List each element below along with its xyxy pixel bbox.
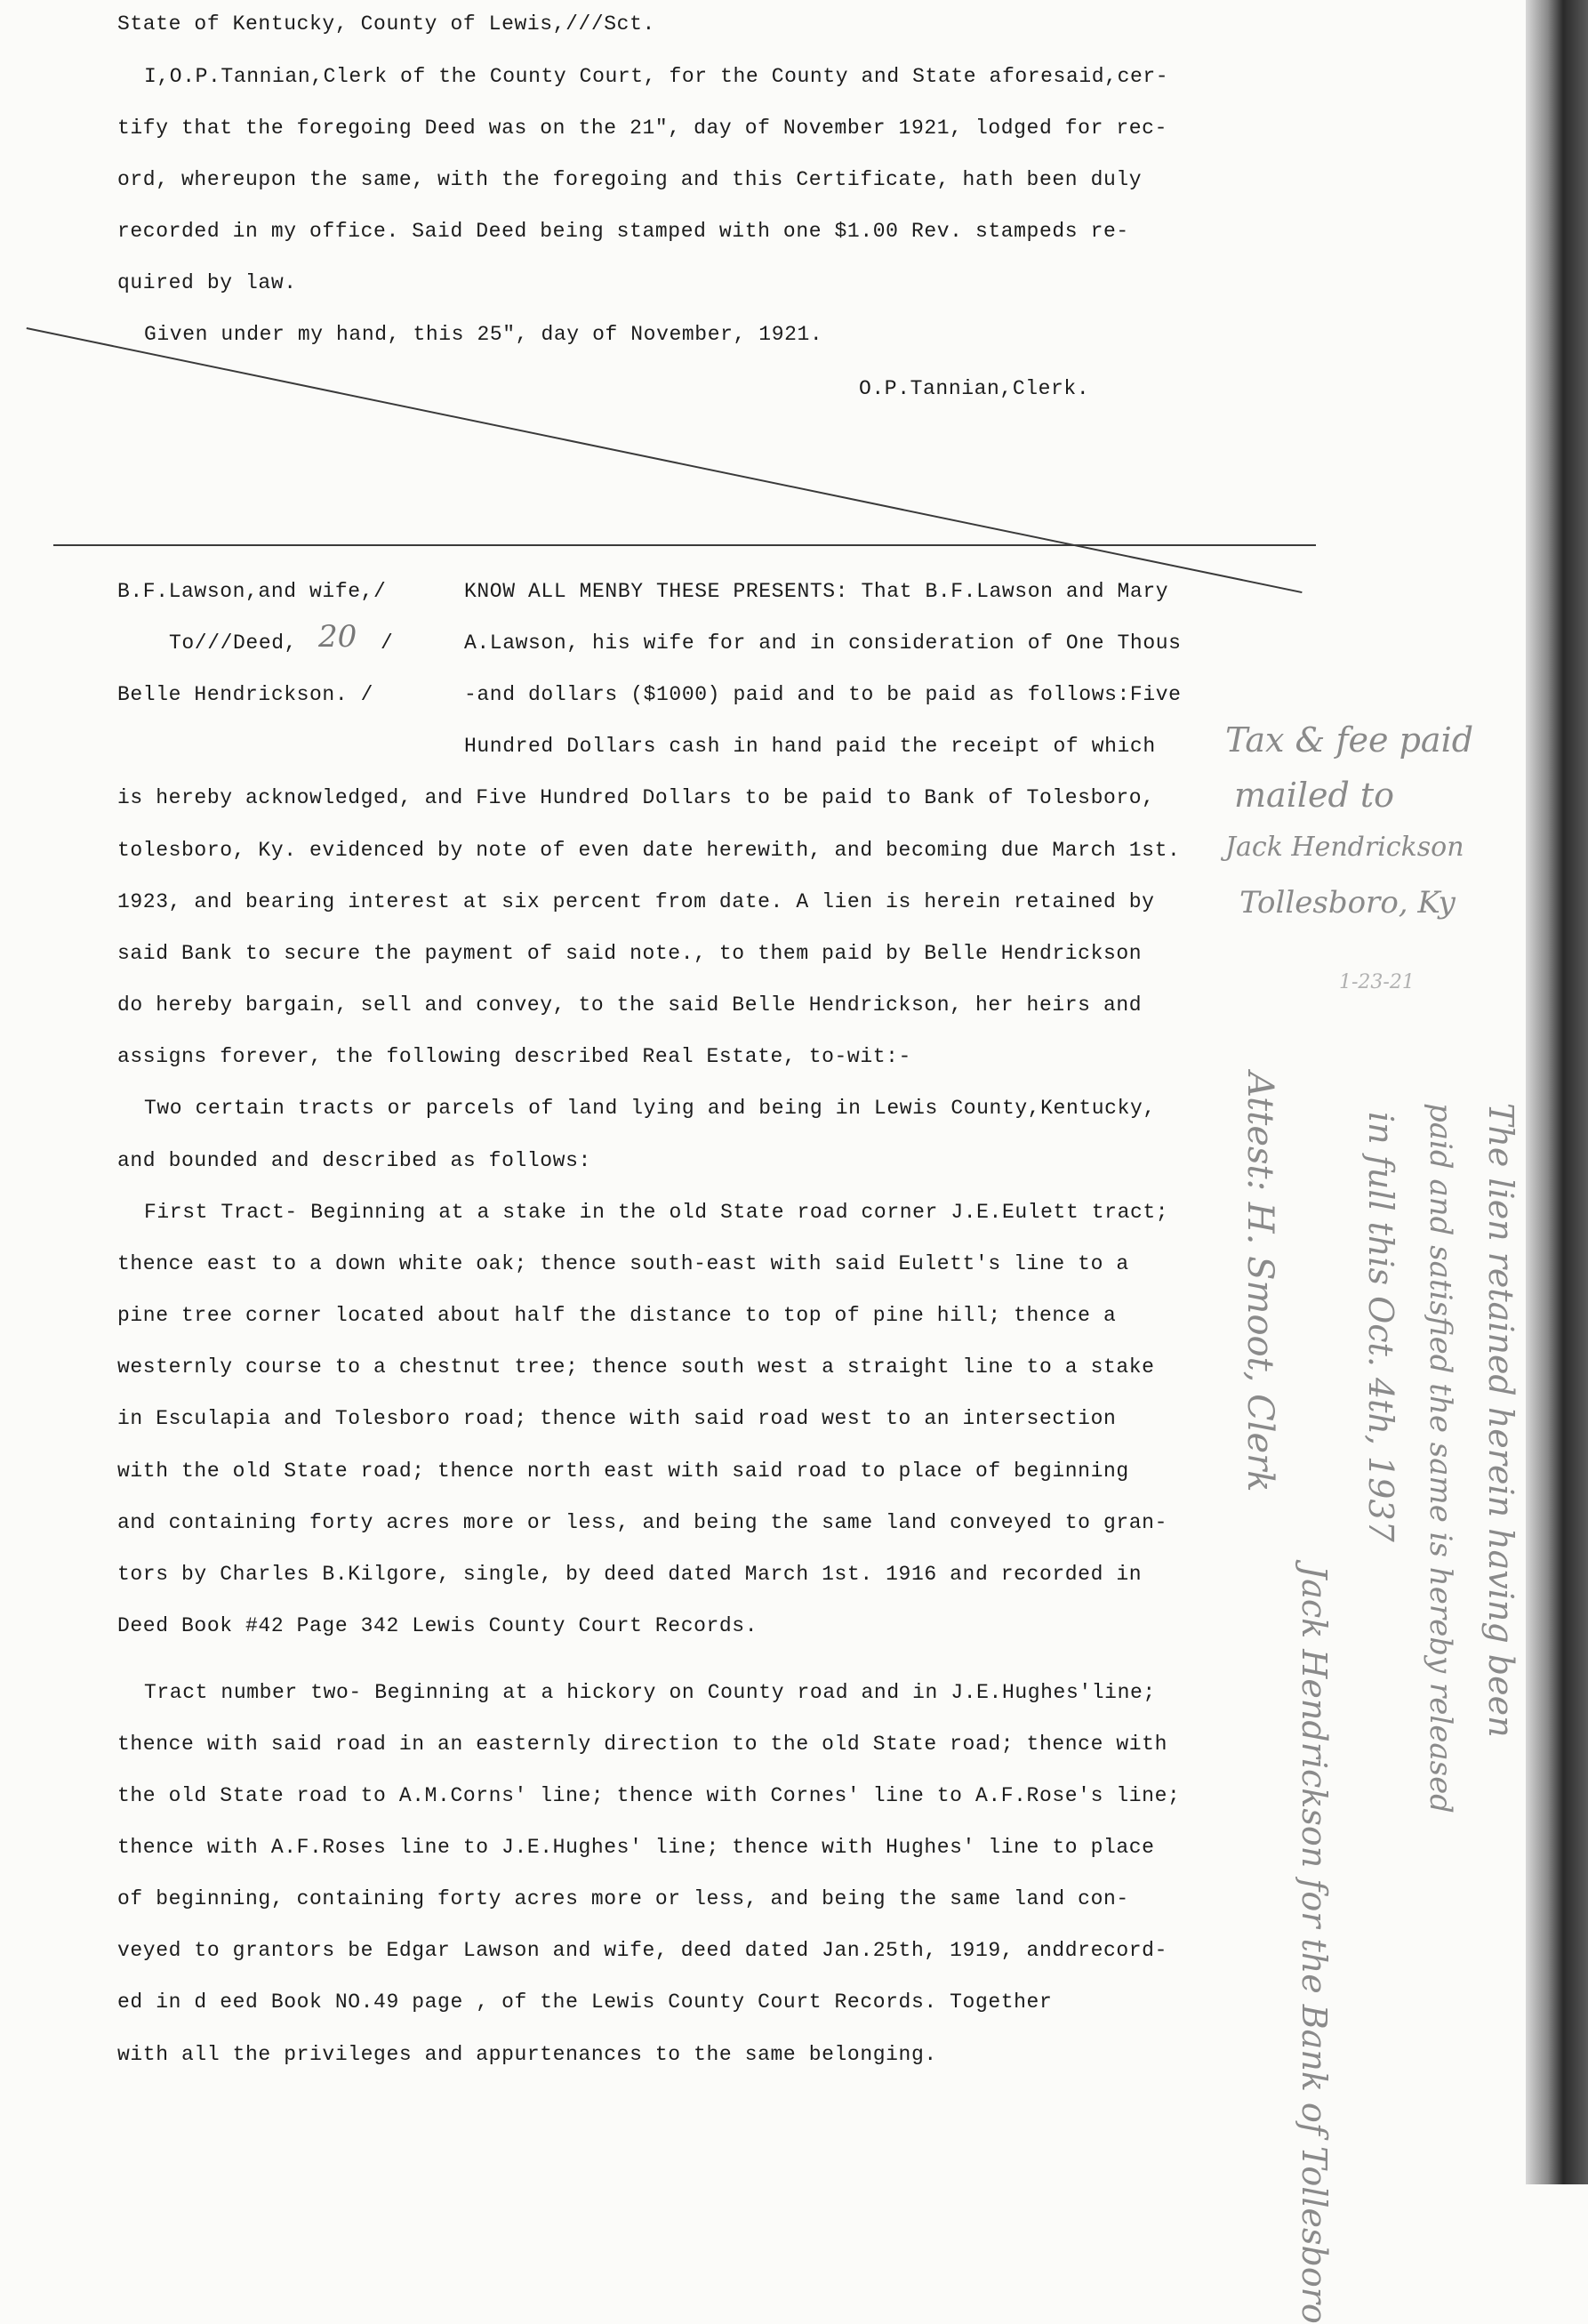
deed-number-handwritten: 20 <box>318 619 357 655</box>
second-tract-line: thence with said road in an easternly direction to the old State road; thence with <box>117 1733 1167 1756</box>
certificate-line-2: I,O.P.Tannian,Clerk of the County Court, for the County and State aforesaid,cer- <box>144 65 1169 88</box>
clerk-signature: O.P.Tannian,Clerk. <box>859 377 1090 400</box>
caption-to-deed: To///Deed, <box>169 631 298 655</box>
first-tract-line: First Tract- Beginning at a stake in the old State road corner J.E.Eulett tract; <box>144 1201 1169 1224</box>
release-note-line-4: Jack Hendrickson for the Bank of Tollesboro <box>1295 1565 1334 2324</box>
caption-slash: / <box>381 631 394 655</box>
deed-opening-1: KNOW ALL MENBY THESE PRESENTS: That B.F.Lawson and Mary <box>464 580 1169 603</box>
release-note-line-2: paid and satisfied the same is hereby released <box>1423 1103 1458 1813</box>
second-tract-line: veyed to grantors be Edgar Lawson and wife, deed dated Jan.25th, 1919, anddrecord- <box>117 1939 1167 1962</box>
caption-grantee: Belle Hendrickson. / <box>117 683 374 706</box>
margin-note-tax-paid: Tax & fee paid <box>1225 720 1474 760</box>
first-tract-line: and containing forty acres more or less, and being the same land conveyed to gran- <box>117 1511 1167 1534</box>
diagonal-cancel-line <box>27 327 1303 593</box>
deed-body-line: said Bank to secure the payment of said note., to them paid by Belle Hendrickson <box>117 942 1143 965</box>
second-tract-line: Tract number two- Beginning at a hickory on County road and in J.E.Hughes'line; <box>144 1681 1156 1704</box>
deed-body-line: and bounded and described as follows: <box>117 1149 591 1172</box>
second-tract-line: thence with A.F.Roses line to J.E.Hughes' line; thence with Hughes' line to place <box>117 1836 1155 1859</box>
section-divider <box>53 544 1316 546</box>
deed-opening-2: A.Lawson, his wife for and in consideration of One Thous <box>464 631 1182 655</box>
second-tract-line: of beginning, containing forty acres more or less, and being the same land con- <box>117 1887 1129 1910</box>
certificate-line-6: quired by law. <box>117 271 297 294</box>
first-tract-line: thence east to a down white oak; thence south-east with said Eulett's line to a <box>117 1252 1129 1275</box>
margin-note-address: Tollesboro, Ky <box>1239 885 1456 921</box>
deed-body-line: 1923, and bearing interest at six percent from date. A lien is herein retained by <box>117 890 1155 913</box>
first-tract-line: with the old State road; thence north east with said road to place of beginning <box>117 1460 1129 1483</box>
certificate-line-1: State of Kentucky, County of Lewis,///Sct. <box>117 12 655 36</box>
certificate-line-3: tify that the foregoing Deed was on the 21", day of November 1921, lodged for rec- <box>117 117 1167 140</box>
second-tract-line: the old State road to A.M.Corns' line; thence with Cornes' line to A.F.Rose's line; <box>117 1784 1181 1807</box>
release-note-line-3: in full this Oct. 4th, 1937 <box>1361 1112 1400 1542</box>
deed-body-line: tolesboro, Ky. evidenced by note of even date herewith, and becoming due March 1st. <box>117 839 1181 862</box>
certificate-line-7: Given under my hand, this 25", day of November, 1921. <box>144 323 823 346</box>
first-tract-line: pine tree corner located about half the distance to top of pine hill; thence a <box>117 1304 1117 1327</box>
release-note-line-1: The lien retained herein having been <box>1481 1103 1520 1738</box>
first-tract-line: tors by Charles B.Kilgore, single, by deed dated March 1st. 1916 and recorded in <box>117 1563 1143 1586</box>
first-tract-line: in Esculapia and Tolesboro road; thence with said road west to an intersection <box>117 1407 1117 1430</box>
release-note-attest: Attest: H. Smoot, Clerk <box>1239 1072 1280 1492</box>
scanner-edge-shadow <box>1526 0 1588 2184</box>
second-tract-line: ed in d eed Book NO.49 page , of the Lewis County Court Records. Together <box>117 1990 1053 2014</box>
margin-note-date: 1-23-21 <box>1339 971 1415 993</box>
certificate-line-5: recorded in my office. Said Deed being stamped with one $1.00 Rev. stampeds re- <box>117 220 1129 243</box>
deed-body-line: do hereby bargain, sell and convey, to the said Belle Hendrickson, her heirs and <box>117 993 1143 1017</box>
margin-note-name: Jack Hendrickson <box>1225 832 1464 863</box>
deed-body-line: assigns forever, the following described Real Estate, to-wit:- <box>117 1045 911 1068</box>
first-tract-line: Deed Book #42 Page 342 Lewis County Court Records. <box>117 1614 758 1637</box>
deed-opening-3: -and dollars ($1000) paid and to be paid as follows:Five <box>464 683 1182 706</box>
second-tract-line: with all the privileges and appurtenances to the same belonging. <box>117 2043 937 2066</box>
first-tract-line: westernly course to a chestnut tree; thence south west a straight line to a stake <box>117 1355 1155 1379</box>
margin-note-mailed: mailed to <box>1234 776 1395 815</box>
deed-opening-4: Hundred Dollars cash in hand paid the receipt of which <box>464 735 1156 758</box>
certificate-line-4: ord, whereupon the same, with the foregoing and this Certificate, hath been duly <box>117 168 1143 191</box>
deed-body-line: is hereby acknowledged, and Five Hundred Dollars to be paid to Bank of Tolesboro, <box>117 786 1155 809</box>
deed-body-line: Two certain tracts or parcels of land lying and being in Lewis County,Kentucky, <box>144 1097 1156 1120</box>
caption-grantor: B.F.Lawson,and wife,/ <box>117 580 387 603</box>
